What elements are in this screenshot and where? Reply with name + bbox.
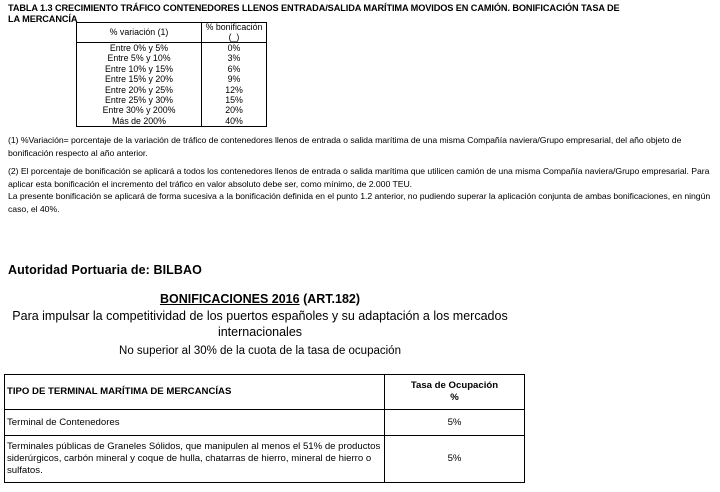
subheading-line-2: internacionales — [217, 325, 303, 339]
table-header-row — [5, 375, 525, 410]
occupancy-rate-column-header — [385, 375, 525, 410]
bonificaciones-subheading — [0, 308, 520, 340]
table-header-row — [77, 23, 267, 43]
terminal-type-cell: Terminal de Contenedores — [5, 410, 385, 436]
table-row — [77, 116, 267, 127]
bonus-header-line1: % bonificación — [205, 22, 263, 32]
variation-range-cell: Entre 30% y 200% — [77, 105, 202, 115]
bonus-value-cell: 9% — [202, 74, 267, 84]
terminal-type-column-header: TIPO DE TERMINAL MARÍTIMA DE MERCANCÍAS — [5, 375, 385, 410]
variation-range-cell: Entre 0% y 5% — [77, 43, 202, 54]
terminal-type-cell: Terminales públicas de Graneles Sólidos, que manipulen al menos el 51% de productos siderúrgicos, carbón mineral y coque de hulla, chatarras de hierro, mineral de hierro o sulfatos. — [5, 436, 385, 483]
table-row — [77, 95, 267, 105]
footnote-2-paragraph-1: (2) El porcentaje de bonificación se aplicará a todos los contenedores llenos de entrada o salida marítima que utilicen camión de una misma Compañía naviera/Grupo empresarial. Para aplicar esta bonificación el incremento del tráfico en valor absoluto debe ser, como mínimo, de 2.000 TEU. — [8, 166, 710, 189]
bonificaciones-heading-suffix: (ART.182) — [299, 292, 361, 306]
bonificaciones-heading-underlined: BONIFICACIONES 2016 — [159, 292, 300, 306]
bonus-value-cell: 20% — [202, 105, 267, 115]
bonus-value-cell: 6% — [202, 64, 267, 74]
table-row — [77, 85, 267, 95]
variation-range-cell: Entre 20% y 25% — [77, 85, 202, 95]
variation-column-header: % variación (1) — [77, 23, 202, 43]
occupancy-header-line2: % — [450, 392, 459, 403]
table-row — [77, 105, 267, 115]
bonificaciones-subtitle: No superior al 30% de la cuota de la tasa de ocupación — [119, 345, 401, 357]
table-row — [77, 64, 267, 74]
bonus-value-cell: 0% — [202, 43, 267, 54]
variation-range-cell: Entre 25% y 30% — [77, 95, 202, 105]
footnote-2 — [8, 165, 716, 215]
occupancy-rate-cell: 5% — [385, 410, 525, 436]
port-authority-title: Autoridad Portuaria de: BILBAO — [8, 263, 202, 277]
footnote-1: (1) %Variación= porcentaje de la variación de tráfico de contenedores llenos de entrada o salida marítima de una misma Compañía naviera/Grupo empresarial, del año objeto de bonificación respecto al año anterior. — [8, 135, 682, 158]
bonus-header-line2: (_) — [228, 31, 240, 42]
table-row — [77, 53, 267, 63]
footnote-2-paragraph-2: La presente bonificación se aplicará de forma sucesiva a la bonificación definida en el punto 1.2 anterior, no pudiendo superar la aplicación conjunta de ambas bonificaciones, en ningún caso, el 40%. — [8, 191, 711, 214]
variation-range-cell: Entre 10% y 15% — [77, 64, 202, 74]
occupancy-header-line1: Tasa de Ocupación — [410, 380, 499, 391]
terminal-type-table — [4, 374, 525, 483]
table-row — [77, 43, 267, 54]
table-1-3-title: TABLA 1.3 CRECIMIENTO TRÁFICO CONTENEDORES LLENOS ENTRADA/SALIDA MARÍTIMA MOVIDOS EN CAMIÓN. BONIFICACIÓN TASA DE LA MERCANCÍA — [8, 3, 620, 24]
bonus-value-cell: 3% — [202, 53, 267, 63]
table-row — [5, 436, 525, 483]
bonificaciones-heading — [0, 292, 520, 306]
variation-range-cell: Entre 15% y 20% — [77, 74, 202, 84]
subheading-line-1: Para impulsar la competitividad de los puertos españoles y su adaptación a los mercados — [12, 309, 508, 323]
bonus-column-header — [202, 23, 267, 43]
occupancy-rate-cell: 5% — [385, 436, 525, 483]
bonus-value-cell: 40% — [202, 116, 267, 127]
variation-range-cell: Entre 5% y 10% — [77, 53, 202, 63]
bonus-value-cell: 12% — [202, 85, 267, 95]
variation-range-cell: Más de 200% — [77, 116, 202, 127]
bonus-percentage-table — [76, 22, 267, 127]
table-row — [5, 410, 525, 436]
table-row — [77, 74, 267, 84]
bonus-value-cell: 15% — [202, 95, 267, 105]
